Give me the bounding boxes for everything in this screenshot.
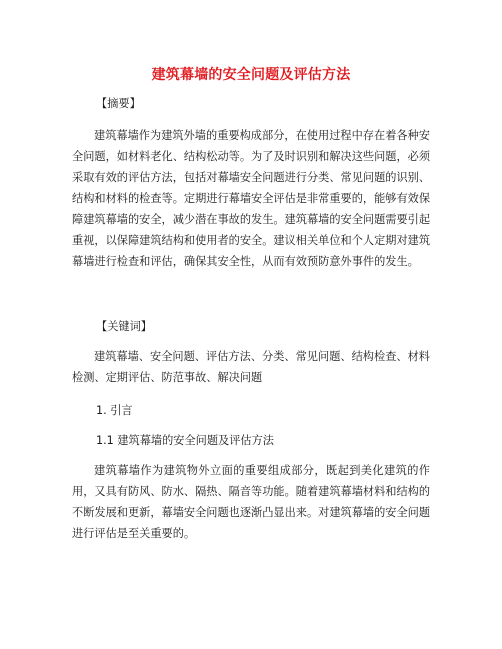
section-1-1-paragraph: 建筑幕墙作为建筑物外立面的重要组成部分，既起到美化建筑的作用，又具有防风、防水、隔热、隔音等功能。随着建筑幕墙材料和结构的不断发展和更新，幕墙安全问题也逐渐凸显出来。对建筑幕墙的安全问题进行评估是至关重要的。 <box>72 464 431 540</box>
keywords-paragraph: 建筑幕墙、安全问题、评估方法、分类、常见问题、结构检查、材料检测、定期评估、防范事故、解决问题 <box>72 350 430 384</box>
keywords-heading: 【关键词】 <box>96 320 152 333</box>
section-1-1-heading: 1.1 建筑幕墙的安全问题及评估方法 <box>96 434 274 447</box>
abstract-heading: 【摘要】 <box>96 97 141 110</box>
section-1-heading: 1. 引言 <box>96 404 133 417</box>
abstract-paragraph: 建筑幕墙作为建筑外墙的重要构成部分，在使用过程中存在着各种安全问题，如材料老化、结构松动等。为了及时识别和解决这些问题，必须采取有效的评估方法，包括对幕墙安全问题进行分类、常见问题的识别、结构和材料的检查等。定期进行幕墙安全评估是非常重要的，能够有效保障建筑幕墙的安全，减少潜在事故的发生。建筑幕墙的安全问题需要引起重视，以保障建筑结构和使用者的安全。建议相关单位和个人定期对建筑幕墙进行检查和评估，确保其安全性，从而有效预防意外事件的发生。 <box>72 129 431 268</box>
document-title: 建筑幕墙的安全问题及评估方法 <box>151 67 351 83</box>
